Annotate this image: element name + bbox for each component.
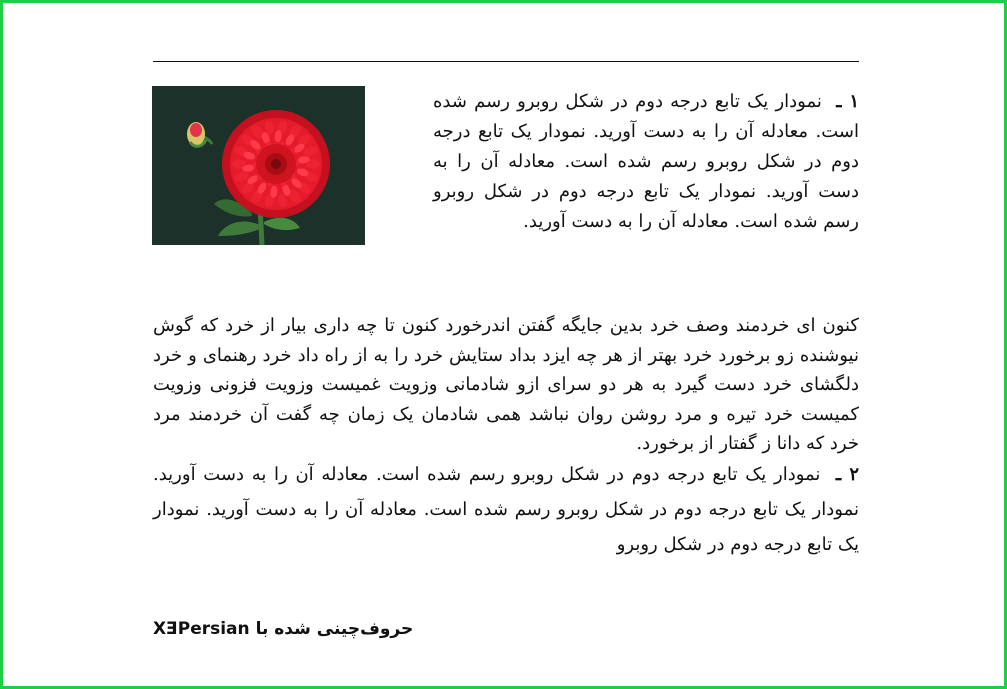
typeset-credit-text: حروف‌چینی شده با [255, 619, 414, 639]
typeset-credit [153, 619, 413, 639]
flower-figure [152, 86, 365, 245]
poem-paragraph: کنون ای خردمند وصف خرد بدین جایگه گفتن اندرخورد کنون تا چه داری بیار از خرد که گوش نیوشنده زو برخورد خرد بهتر از هر چه ایزد بداد ستایش خرد را به از راه داد خرد رهنمای و خرد دلگشای خرد دست گیرد به هر دو سرای ازو شادمانی وزویت غمیست وزویت فزونی وزویت کمیست خرد تیره و مرد روشن روان نباشد همی شادمان یک زمان چه گفت آن خردمند مرد خرد که دانا ز گفتار از برخورد. [153, 315, 859, 454]
question-2-number: ۲ ـ [835, 464, 859, 485]
logo-x: X [153, 619, 167, 639]
logo-persian: Persian [177, 619, 250, 639]
question-1-number: ۱ ـ [836, 91, 859, 112]
question-1 [433, 87, 859, 237]
logo-reversed-e: E [166, 619, 178, 639]
xepersian-logo [153, 619, 250, 639]
question-2 [153, 457, 859, 562]
question-1-text: نمودار یک تابع درجه دوم در شکل روبرو رسم شده است. معادله آن را به دست آورید. نمودار یک تابع درجه دوم در شکل روبرو رسم شده است. معادله آن را به دست آورید. نمودار یک تابع درجه دوم در شکل روبرو رسم شده است. معادله آن را به دست آورید. [433, 91, 859, 232]
header-rule [153, 61, 859, 62]
question-2-text: نمودار یک تابع درجه دوم در شکل روبرو رسم شده است. معادله آن را به دست آورید. نمودار یک تابع درجه دوم در شکل روبرو رسم شده است. معادله آن را به دست آورید. نمودار یک تابع درجه دوم در شکل روبرو [153, 464, 859, 555]
dahlia-flower-icon [152, 86, 365, 245]
